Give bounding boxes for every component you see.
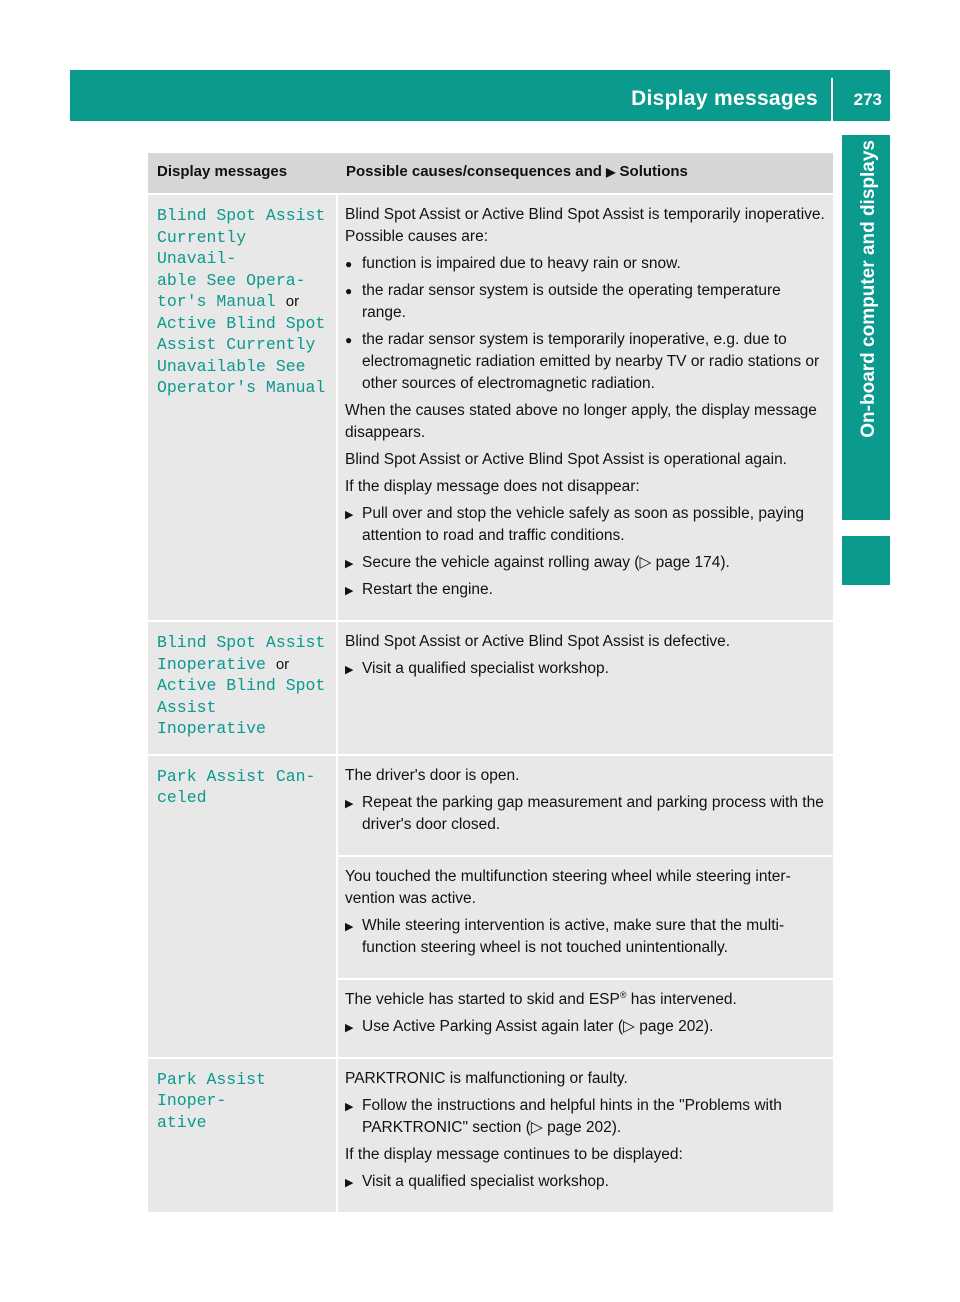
step-item <box>345 579 827 601</box>
cause-cell <box>337 194 833 621</box>
step-text: Use Active Parking Assist again later ( <box>362 1017 624 1035</box>
message-line: ative <box>157 1112 207 1132</box>
step-item <box>345 915 827 959</box>
cause-text: The driver's door is open. <box>345 766 520 784</box>
page-header-title: Display messages <box>631 87 818 110</box>
step-item <box>345 1171 827 1193</box>
step-item <box>345 1095 827 1139</box>
cause-text: You touched the multifunction steering wheel while steering intervention was active. <box>345 867 791 907</box>
step-arrow-icon: ▶ <box>345 1176 354 1189</box>
cause-text-part: has intervened. <box>626 990 737 1008</box>
step-text: Restart the engine. <box>362 581 493 598</box>
message-line: Unavailable See <box>157 356 306 376</box>
table-row <box>148 1058 833 1212</box>
table-row <box>148 621 833 755</box>
message-line: Blind Spot Assist <box>157 633 326 652</box>
page-ref-icon: ▷ <box>530 1118 543 1136</box>
step-arrow-icon: ▶ <box>345 1100 354 1113</box>
step-text: Follow the instructions and helpful hints in the "Problems with PARKTRONIC" section ( <box>362 1096 782 1136</box>
step-text: Pull over and stop the vehicle safely as soon as possible, paying attention to road and traffic conditions. <box>362 505 805 544</box>
bullet-text: function is impaired due to heavy rain or snow. <box>362 255 681 272</box>
step-item <box>345 552 827 574</box>
col-header-causes-text: Possible causes/consequences and <box>346 163 602 180</box>
page-number: 273 <box>853 90 882 109</box>
cause-cell <box>337 621 833 755</box>
message-line: Inoperative <box>157 654 266 674</box>
message-line: Assist Currently <box>157 335 316 354</box>
col-header-messages: Display messages <box>148 153 337 194</box>
step-item <box>345 792 827 836</box>
bullet-text: the radar sensor system is outside the operating temperature range. <box>362 282 781 321</box>
message-cell <box>148 1058 337 1212</box>
section-tab-square <box>842 536 890 585</box>
step-item <box>345 658 827 680</box>
message-cell <box>148 194 337 621</box>
header-divider <box>831 78 833 121</box>
message-line: Park Assist Inoper‐ <box>157 1069 266 1110</box>
bullet-item <box>345 280 827 324</box>
step-arrow-icon: ▶ <box>345 1021 354 1034</box>
step-item <box>345 1016 827 1038</box>
bullet-icon: ● <box>345 257 353 271</box>
col-header-solutions-text: Solutions <box>619 163 688 180</box>
cause-cell <box>337 1058 833 1212</box>
page-ref-link[interactable]: page 174). <box>655 554 730 571</box>
page-ref-link[interactable]: page 202). <box>639 1017 714 1035</box>
message-cell <box>148 621 337 755</box>
col-header-causes <box>337 153 833 194</box>
table-header-row <box>148 153 833 194</box>
cause-text: Blind Spot Assist or Active Blind Spot Assist is defective. <box>345 633 731 650</box>
message-line: Blind Spot Assist <box>157 206 326 225</box>
registered-mark: ® <box>619 989 627 1000</box>
step-arrow-icon: ▶ <box>345 664 354 676</box>
message-line: celed <box>157 788 207 807</box>
step-text: While steering intervention is active, make sure that the multifunction steering wheel is not touched unintentionally. <box>362 916 785 956</box>
bullet-text: the radar sensor system is temporarily inoperative, e.g. due to electromagnetic radiation emitted by nearby TV or radio stations or other sources of electromagnetic radiation. <box>362 331 820 392</box>
page-ref-icon: ▷ <box>639 554 652 571</box>
page-header-bar <box>70 70 890 121</box>
message-cell <box>148 755 337 1058</box>
step-arrow-icon: ▶ <box>345 920 354 933</box>
message-line: tor's Manual <box>157 292 276 311</box>
bullet-item <box>345 329 827 395</box>
message-line: Operator's Manual <box>157 378 326 397</box>
solutions-arrow-icon: ▶ <box>606 165 616 179</box>
step-text: Visit a qualified specialist workshop. <box>362 1172 609 1190</box>
message-line: Park Assist Can‐ <box>157 766 316 786</box>
or-label: or <box>285 293 300 310</box>
step-arrow-icon: ▶ <box>345 585 354 597</box>
cause-text: Blind Spot Assist or Active Blind Spot Assist is temporarily inoperative. Possible causes are: <box>345 206 825 245</box>
bullet-icon: ● <box>345 284 353 298</box>
bullet-item <box>345 253 827 275</box>
page-ref-link[interactable]: page 202). <box>547 1118 622 1136</box>
cause-text: If the display message continues to be displayed: <box>345 1145 683 1163</box>
cause-text: If the display message does not disappear: <box>345 478 640 495</box>
step-arrow-icon: ▶ <box>345 797 354 810</box>
step-text: Repeat the parking gap measurement and parking process with the driver's door closed. <box>362 793 824 833</box>
step-arrow-icon: ▶ <box>345 509 354 521</box>
bullet-icon: ● <box>345 333 353 347</box>
step-text: Visit a qualified specialist workshop. <box>362 660 609 677</box>
step-arrow-icon: ▶ <box>345 558 354 570</box>
cause-text: Blind Spot Assist or Active Blind Spot Assist is operational again. <box>345 451 787 468</box>
message-line: Active Blind Spot <box>157 676 326 695</box>
cause-text-part: The vehicle has started to skid and ESP <box>345 990 620 1008</box>
cause-text <box>345 989 827 1011</box>
step-text: Secure the vehicle against rolling away ( <box>362 554 640 571</box>
table-row <box>148 194 833 621</box>
section-tab-label: On-board computer and displays <box>858 140 879 438</box>
cause-text: When the causes stated above no longer apply, the display message disappears. <box>345 402 817 441</box>
step-item <box>345 503 827 547</box>
table-row <box>148 755 833 856</box>
cause-cell <box>337 755 833 856</box>
message-line: Assist Inoperative <box>157 697 266 738</box>
message-line: Active Blind Spot <box>157 313 326 333</box>
cause-text: PARKTRONIC is malfunctioning or faulty. <box>345 1069 628 1087</box>
message-line: Currently Unavail‐ <box>157 227 247 268</box>
page-ref-icon: ▷ <box>623 1017 635 1035</box>
message-line: able See Opera‐ <box>157 270 306 290</box>
or-label: or <box>275 655 290 673</box>
cause-cell <box>337 856 833 979</box>
display-messages-table <box>148 153 833 1212</box>
cause-cell <box>337 979 833 1058</box>
